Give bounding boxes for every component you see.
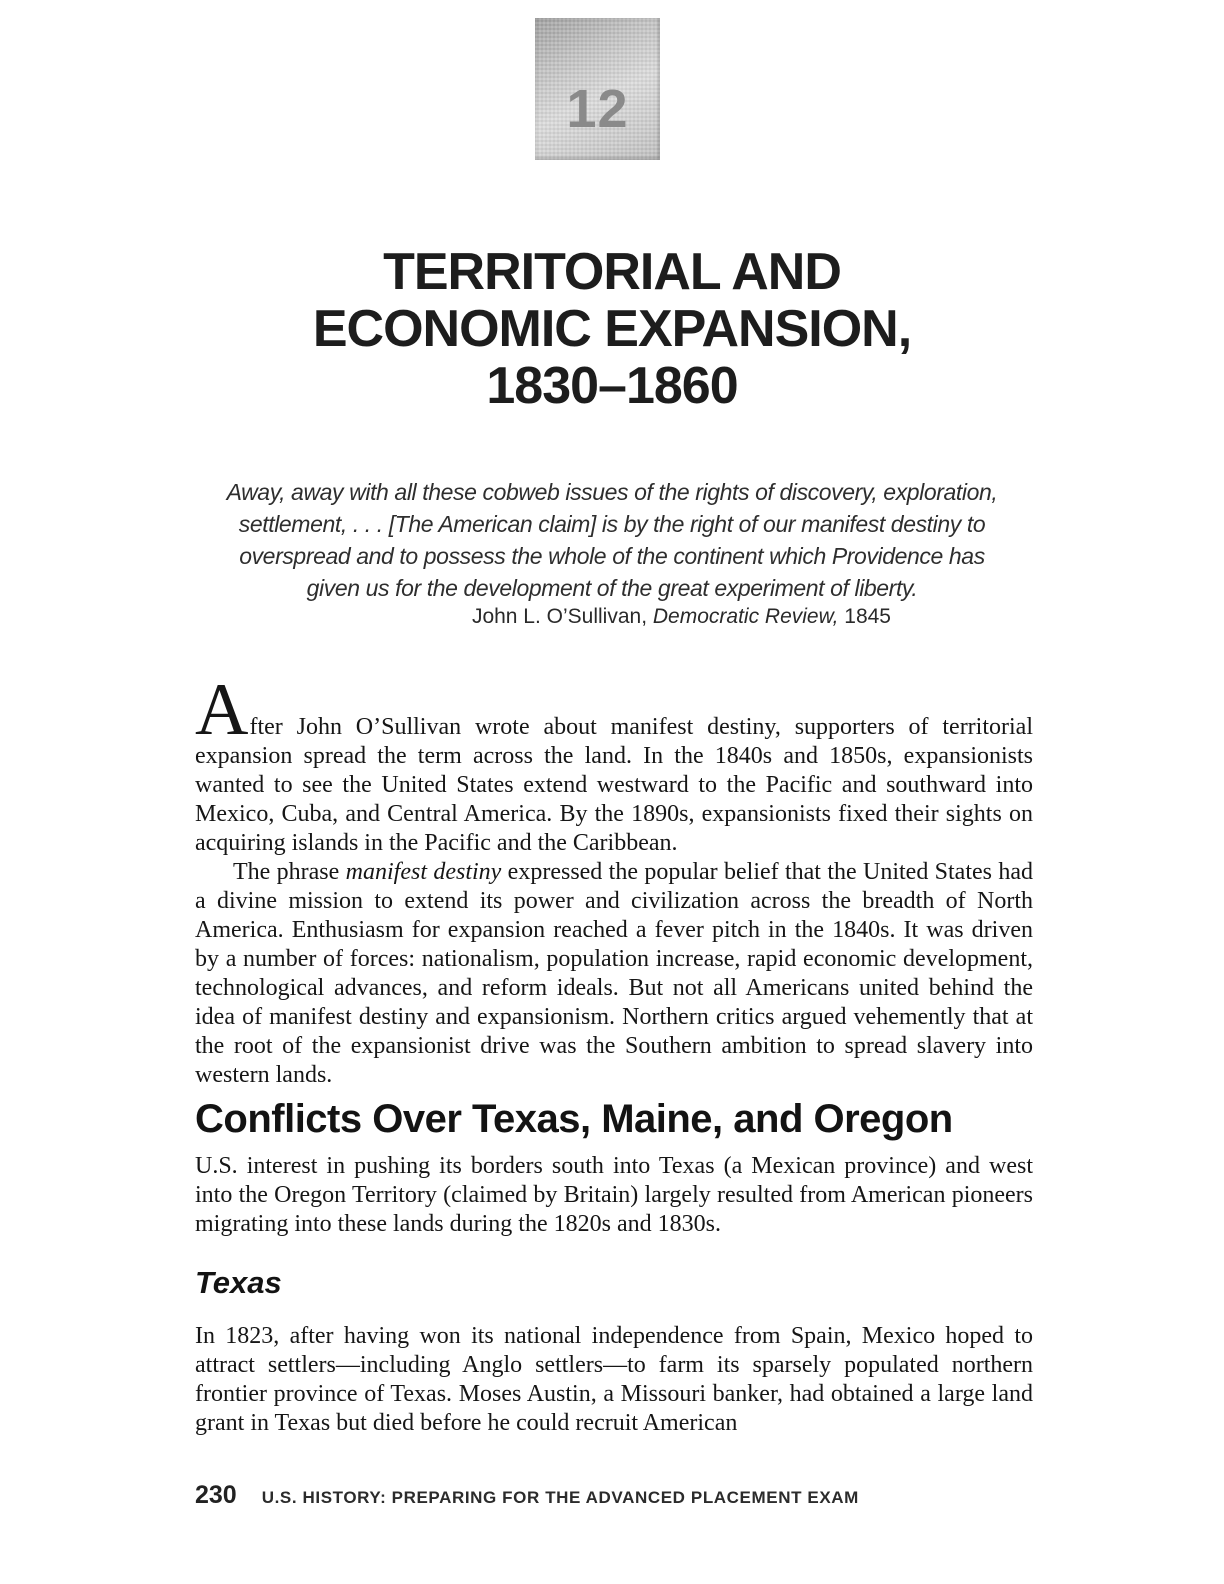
epigraph-quote — [193, 476, 1031, 630]
chapter-title-line-2: ECONOMIC EXPANSION, — [312, 300, 912, 358]
page-number: 230 — [195, 1481, 237, 1509]
epigraph-line: overspread and to possess the whole of the continent which Providence has — [239, 543, 985, 569]
page-footer — [195, 1480, 859, 1510]
chapter-number: 12 — [566, 79, 629, 139]
epigraph-attribution — [193, 604, 1031, 630]
intro-paragraph-2-text: The phrase — [233, 859, 346, 885]
chapter-title-line-1: TERRITORIAL AND — [383, 243, 841, 301]
section-paragraph: U.S. interest in pushing its borders south into Texas (a Mexican province) and west into the Oregon Territory (claimed by Britain) largely resulted from American pioneers migrating into these lands during the 1820s and 1830s. — [195, 1153, 1033, 1237]
epigraph-line: given us for the development of the great experiment of liberty. — [306, 575, 918, 601]
subsection-heading-texas: Texas — [195, 1265, 282, 1300]
manifest-destiny-italic: manifest destiny — [345, 859, 502, 885]
footer-book-title: U.S. HISTORY: PREPARING FOR THE ADVANCED PLACEMENT EXAM — [261, 1488, 859, 1507]
attribution-year: 1845 — [838, 605, 891, 628]
epigraph-line: settlement, . . . [The American claim] is by the right of our manifest destiny to — [238, 511, 986, 537]
attribution-source: Democratic Review, — [652, 605, 839, 628]
chapter-number-badge — [535, 18, 660, 160]
raised-initial-cap: A — [195, 669, 250, 751]
chapter-title-line-3: 1830–1860 — [486, 357, 738, 415]
body-text — [195, 669, 1033, 1438]
attribution-author: John L. O’Sullivan, — [471, 605, 653, 628]
chapter-title — [0, 244, 1224, 415]
intro-paragraph-2 — [195, 858, 1033, 1090]
epigraph-line: Away, away with all these cobweb issues of the rights of discovery, exploration, — [226, 479, 998, 505]
subsection-paragraph: In 1823, after having won its national independence from Spain, Mexico hoped to attract settlers—including Anglo settlers—to farm its sparsely populated northern frontier province of Texas. Moses Austin, a Missouri banker, had obtained a large land grant in Texas but died before he could recruit American — [195, 1323, 1033, 1436]
intro-paragraph-1-text: fter John O’Sullivan wrote about manifest destiny, supporters of territorial expansion spread the term across the land. In the 1840s and 1850s, expansionists wanted to see the United States extend westward to the Pacific and southward into Mexico, Cuba, and Central America. By the 1890s, expansionists fixed their sights on acquiring islands in the Pacific and the Caribbean. — [195, 714, 1033, 856]
section-heading-conflicts: Conflicts Over Texas, Maine, and Oregon — [195, 1097, 953, 1141]
intro-paragraph-2-rest: expressed the popular belief that the United States had a divine mission to extend its power and civilization across the breadth of North America. Enthusiasm for expansion reached a fever pitch in the 1840s. It was driven by a number of forces: nationalism, population increase, rapid economic development, technological advances, and reform ideals. But not all Americans united behind the idea of manifest destiny and expansionism. Northern critics argued vehemently that at the root of the expansionist drive was the Southern ambition to spread slavery into western lands. — [195, 859, 1033, 1088]
intro-paragraph-1 — [195, 669, 1033, 858]
